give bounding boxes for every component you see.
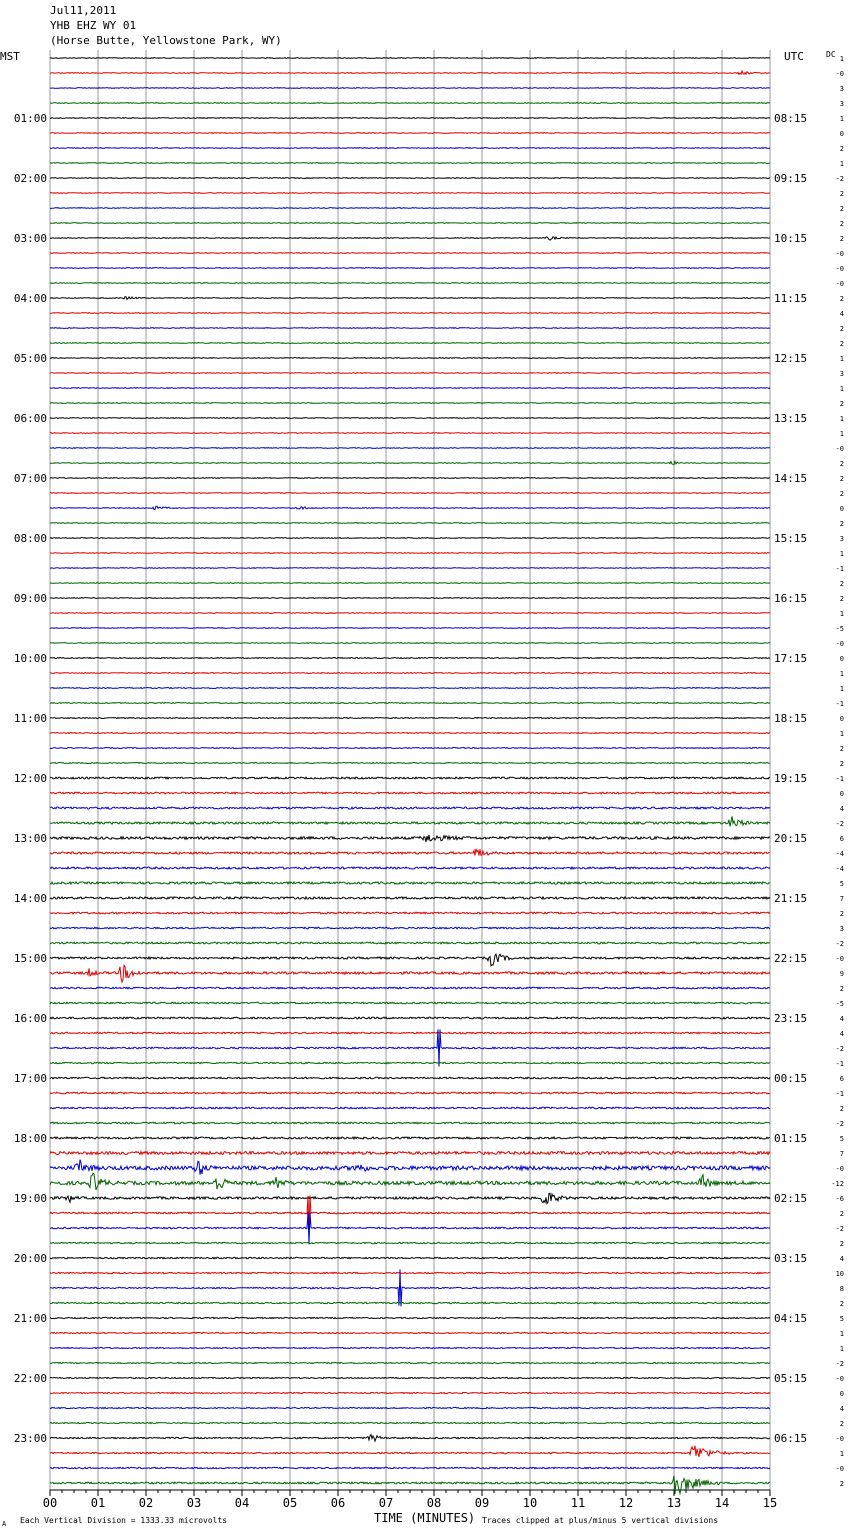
dc-offset-label: -0 [835,250,844,258]
trace-80 [50,1242,770,1243]
dc-offset-label: -1 [835,1060,844,1068]
dc-offset-label: -1 [835,1090,844,1098]
dc-offset-label: 2 [839,295,844,303]
dc-offset-label: 1 [839,1345,844,1353]
trace-42 [50,673,770,674]
trace-66 [50,1032,770,1034]
dc-offset-label: -1 [835,700,844,708]
dc-offset-label: 2 [839,985,844,993]
dc-offset-label: 6 [839,1075,844,1083]
dc-offset-label: -0 [835,1465,844,1473]
dc-offset-label: 2 [839,595,844,603]
trace-48 [50,763,770,764]
trace-75 [50,1160,770,1175]
trace-45 [50,718,770,719]
trace-41 [50,658,770,659]
trace-67 [50,1029,770,1066]
trace-35 [50,568,770,569]
trace-62 [50,965,770,982]
dc-offset-label: 2 [839,745,844,753]
dc-offset-label: 7 [839,1150,844,1158]
trace-57 [50,897,770,899]
right-hour-label: 12:15 [774,352,808,365]
left-hour-label: 23:00 [13,1432,47,1445]
trace-84 [50,1302,770,1303]
trace-46 [50,733,770,734]
trace-60 [50,942,770,944]
dc-offset-label: -2 [835,1120,844,1128]
left-hour-label: 09:00 [13,592,47,605]
x-tick-label-12: 12 [618,1496,634,1510]
trace-63 [50,987,770,989]
trace-88 [50,1362,770,1363]
trace-31 [50,506,770,510]
dc-offset-label: 1 [839,430,844,438]
left-hour-label: 16:00 [13,1012,47,1025]
trace-19 [50,328,770,329]
dc-offset-label: 4 [839,805,844,813]
dc-offset-label: -2 [835,1225,844,1233]
dc-offset-label: 10 [835,1270,844,1278]
trace-95 [50,1467,770,1468]
chart-station: YHB EHZ WY 01 [50,19,137,32]
right-hour-label: 04:15 [774,1312,808,1325]
dc-offset-label: 2 [839,1480,844,1488]
left-hour-label: 01:00 [13,112,47,125]
dc-column-label: DC [826,50,836,59]
chart-location: (Horse Butte, Yellowstone Park, WY) [50,34,282,47]
dc-offset-label: 0 [839,1390,844,1398]
trace-18 [50,313,770,314]
right-hour-label: 22:15 [774,952,808,965]
right-hour-label: 02:15 [774,1192,808,1205]
trace-20 [50,343,770,344]
right-hour-label: 16:15 [774,592,808,605]
dc-offset-label: 4 [839,1405,844,1413]
left-hour-label: 19:00 [13,1192,47,1205]
left-hour-label: 21:00 [13,1312,47,1325]
right-hour-label: 21:15 [774,892,808,905]
dc-offset-label: -0 [835,70,844,78]
trace-34 [50,553,770,554]
dc-offset-label: 7 [839,895,844,903]
scale-note: Each Vertical Division = 1333.33 microvolts [20,1516,228,1525]
left-hour-label: 14:00 [13,892,47,905]
dc-offset-label: -5 [835,1000,844,1008]
x-tick-label-02: 02 [138,1496,154,1510]
dc-offset-label: 2 [839,760,844,768]
trace-70 [50,1092,770,1094]
trace-47 [50,748,770,749]
dc-offset-label: 2 [839,1300,844,1308]
dc-offset-label: 1 [839,115,844,123]
trace-7 [50,148,770,149]
dc-offset-label: 2 [839,220,844,228]
dc-offset-label: 6 [839,835,844,843]
trace-71 [50,1107,770,1109]
trace-65 [50,1017,770,1019]
trace-50 [50,792,770,794]
right-hour-label: 06:15 [774,1432,808,1445]
trace-72 [50,1122,770,1124]
dc-offset-label: 1 [839,1450,844,1458]
dc-offset-label: 0 [839,715,844,723]
trace-24 [50,403,770,404]
dc-offset-label: 1 [839,550,844,558]
dc-offset-label: -1 [835,565,844,573]
corner-mark: A [2,1520,7,1528]
trace-21 [50,358,770,359]
left-hour-label: 15:00 [13,952,47,965]
trace-11 [50,208,770,209]
trace-28 [50,461,770,464]
trace-59 [50,927,770,929]
clip-note: Traces clipped at plus/minus 5 vertical divisions [482,1516,719,1525]
dc-offset-label: 2 [839,205,844,213]
right-hour-label: 23:15 [774,1012,808,1025]
dc-offset-label: 5 [839,1315,844,1323]
left-hour-label: 03:00 [13,232,47,245]
dc-offset-label: -4 [835,865,844,873]
dc-offset-label: 1 [839,685,844,693]
trace-64 [50,1002,770,1004]
dc-offset-label: -5 [835,625,844,633]
dc-offset-label: 1 [839,160,844,168]
trace-30 [50,493,770,494]
x-tick-label-00: 00 [42,1496,58,1510]
trace-40 [50,643,770,644]
dc-offset-label: -6 [835,1195,844,1203]
trace-49 [50,777,770,779]
trace-52 [50,816,770,826]
trace-89 [50,1377,770,1378]
dc-offset-label: 2 [839,580,844,588]
left-hour-label: 08:00 [13,532,47,545]
dc-offset-label: 3 [839,370,844,378]
left-hour-label: 10:00 [13,652,47,665]
left-hour-label: 06:00 [13,412,47,425]
trace-5 [50,118,770,119]
dc-offset-label: 4 [839,310,844,318]
right-hour-label: 20:15 [774,832,808,845]
trace-25 [50,418,770,419]
dc-offset-label: -2 [835,1360,844,1368]
trace-56 [50,882,770,884]
trace-93 [50,1435,770,1442]
chart-date: Jul11,2011 [50,4,117,17]
dc-offset-label: 3 [839,925,844,933]
x-axis-label: TIME (MINUTES) [374,1511,476,1525]
x-tick-label-05: 05 [282,1496,298,1510]
right-hour-label: 05:15 [774,1372,808,1385]
trace-79 [50,1212,770,1245]
right-hour-label: 17:15 [774,652,808,665]
trace-3 [50,88,770,89]
dc-offset-label: 2 [839,1210,844,1218]
dc-offset-label: -0 [835,1165,844,1173]
x-tick-label-01: 01 [90,1496,106,1510]
trace-68 [50,1062,770,1063]
trace-14 [50,253,770,254]
dc-offset-label: 5 [839,1135,844,1143]
trace-92 [50,1422,770,1423]
trace-76 [50,1173,770,1190]
right-hour-label: 18:15 [774,712,808,725]
x-tick-label-09: 09 [474,1496,490,1510]
trace-15 [50,268,770,269]
dc-offset-label: 2 [839,400,844,408]
x-tick-label-11: 11 [570,1496,586,1510]
trace-82 [50,1272,770,1273]
dc-offset-label: 2 [839,145,844,153]
trace-77 [50,1193,770,1203]
x-tick-label-14: 14 [714,1496,730,1510]
dc-offset-label: 0 [839,130,844,138]
dc-offset-label: 3 [839,100,844,108]
dc-offset-label: 1 [839,415,844,423]
x-tick-label-07: 07 [378,1496,394,1510]
right-hour-label: 10:15 [774,232,808,245]
trace-73 [50,1137,770,1139]
left-hour-label: 04:00 [13,292,47,305]
dc-offset-label: 3 [839,535,844,543]
right-hour-label: 09:15 [774,172,808,185]
dc-offset-label: 4 [839,1030,844,1038]
right-hour-label: 03:15 [774,1252,808,1265]
trace-86 [50,1332,770,1333]
dc-offset-label: 2 [839,325,844,333]
x-tick-label-10: 10 [522,1496,538,1510]
trace-2 [50,71,770,75]
dc-offset-label: 2 [839,460,844,468]
trace-32 [50,523,770,524]
right-hour-label: 08:15 [774,112,808,125]
x-tick-label-06: 06 [330,1496,346,1510]
dc-offset-label: 9 [839,970,844,978]
left-hour-label: 18:00 [13,1132,47,1145]
dc-offset-label: 2 [839,490,844,498]
left-hour-label: 17:00 [13,1072,47,1085]
trace-78 [50,1196,770,1231]
trace-81 [50,1257,770,1258]
x-tick-label-13: 13 [666,1496,682,1510]
left-hour-label: 13:00 [13,832,47,845]
dc-offset-label: -0 [835,640,844,648]
dc-offset-label: -0 [835,445,844,453]
dc-offset-label: 1 [839,55,844,63]
trace-53 [50,835,770,842]
dc-offset-label: 2 [839,910,844,918]
trace-6 [50,133,770,134]
trace-27 [50,448,770,449]
trace-87 [50,1347,770,1348]
right-hour-label: 14:15 [774,472,808,485]
dc-offset-label: 2 [839,475,844,483]
right-hour-label: 11:15 [774,292,808,305]
right-hour-label: 00:15 [774,1072,808,1085]
x-tick-label-04: 04 [234,1496,250,1510]
dc-offset-label: 0 [839,790,844,798]
trace-39 [50,628,770,629]
dc-offset-label: -0 [835,1375,844,1383]
left-hour-label: 11:00 [13,712,47,725]
trace-54 [50,849,770,856]
trace-94 [50,1446,770,1457]
x-tick-label-08: 08 [426,1496,442,1510]
left-hour-label: 12:00 [13,772,47,785]
trace-10 [50,193,770,194]
dc-offset-label: -12 [831,1180,844,1188]
dc-offset-label: 1 [839,610,844,618]
dc-offset-label: -0 [835,265,844,273]
dc-offset-label: 0 [839,655,844,663]
trace-33 [50,538,770,539]
dc-offset-label: 8 [839,1285,844,1293]
dc-offset-label: 1 [839,385,844,393]
dc-offset-label: 2 [839,1420,844,1428]
trace-83 [50,1269,770,1306]
left-timezone-label: MST [0,50,20,63]
trace-4 [50,103,770,104]
left-hour-label: 05:00 [13,352,47,365]
trace-69 [50,1077,770,1079]
dc-offset-label: 1 [839,670,844,678]
trace-13 [50,237,770,240]
left-hour-label: 07:00 [13,472,47,485]
dc-offset-label: 5 [839,880,844,888]
dc-offset-label: 1 [839,355,844,363]
trace-74 [50,1152,770,1155]
dc-offset-label: -0 [835,280,844,288]
x-tick-label-03: 03 [186,1496,202,1510]
dc-offset-label: -2 [835,940,844,948]
dc-offset-label: 1 [839,1330,844,1338]
trace-51 [50,807,770,809]
dc-offset-label: -4 [835,850,844,858]
dc-offset-label: 2 [839,520,844,528]
dc-offset-label: 2 [839,1240,844,1248]
dc-offset-label: 2 [839,235,844,243]
trace-23 [50,388,770,389]
dc-offset-label: 3 [839,85,844,93]
trace-38 [50,613,770,614]
trace-43 [50,688,770,689]
trace-37 [50,598,770,599]
trace-36 [50,583,770,584]
trace-22 [50,373,770,374]
left-hour-label: 22:00 [13,1372,47,1385]
trace-16 [50,283,770,284]
dc-offset-label: 1 [839,730,844,738]
right-hour-label: 13:15 [774,412,808,425]
dc-offset-label: 2 [839,1105,844,1113]
dc-offset-label: -2 [835,820,844,828]
dc-offset-label: 0 [839,505,844,513]
right-hour-label: 19:15 [774,772,808,785]
dc-offset-label: -0 [835,955,844,963]
dc-offset-label: -1 [835,775,844,783]
trace-85 [50,1317,770,1318]
left-hour-label: 02:00 [13,172,47,185]
trace-8 [50,163,770,164]
trace-61 [50,954,770,966]
dc-offset-label: -0 [835,1435,844,1443]
left-hour-label: 20:00 [13,1252,47,1265]
trace-1 [50,58,770,59]
dc-offset-label: -2 [835,1045,844,1053]
dc-offset-label: 2 [839,190,844,198]
trace-58 [50,912,770,914]
dc-offset-label: -2 [835,175,844,183]
dc-offset-label: 4 [839,1255,844,1263]
trace-55 [50,867,770,869]
trace-9 [50,178,770,179]
trace-12 [50,223,770,224]
right-hour-label: 01:15 [774,1132,808,1145]
trace-17 [50,297,770,300]
trace-26 [50,433,770,434]
x-tick-label-15: 15 [762,1496,778,1510]
dc-offset-label: 4 [839,1015,844,1023]
dc-offset-label: 2 [839,340,844,348]
right-timezone-label: UTC [784,50,804,63]
trace-91 [50,1407,770,1408]
trace-29 [50,478,770,479]
trace-90 [50,1392,770,1393]
right-hour-label: 15:15 [774,532,808,545]
trace-44 [50,703,770,704]
